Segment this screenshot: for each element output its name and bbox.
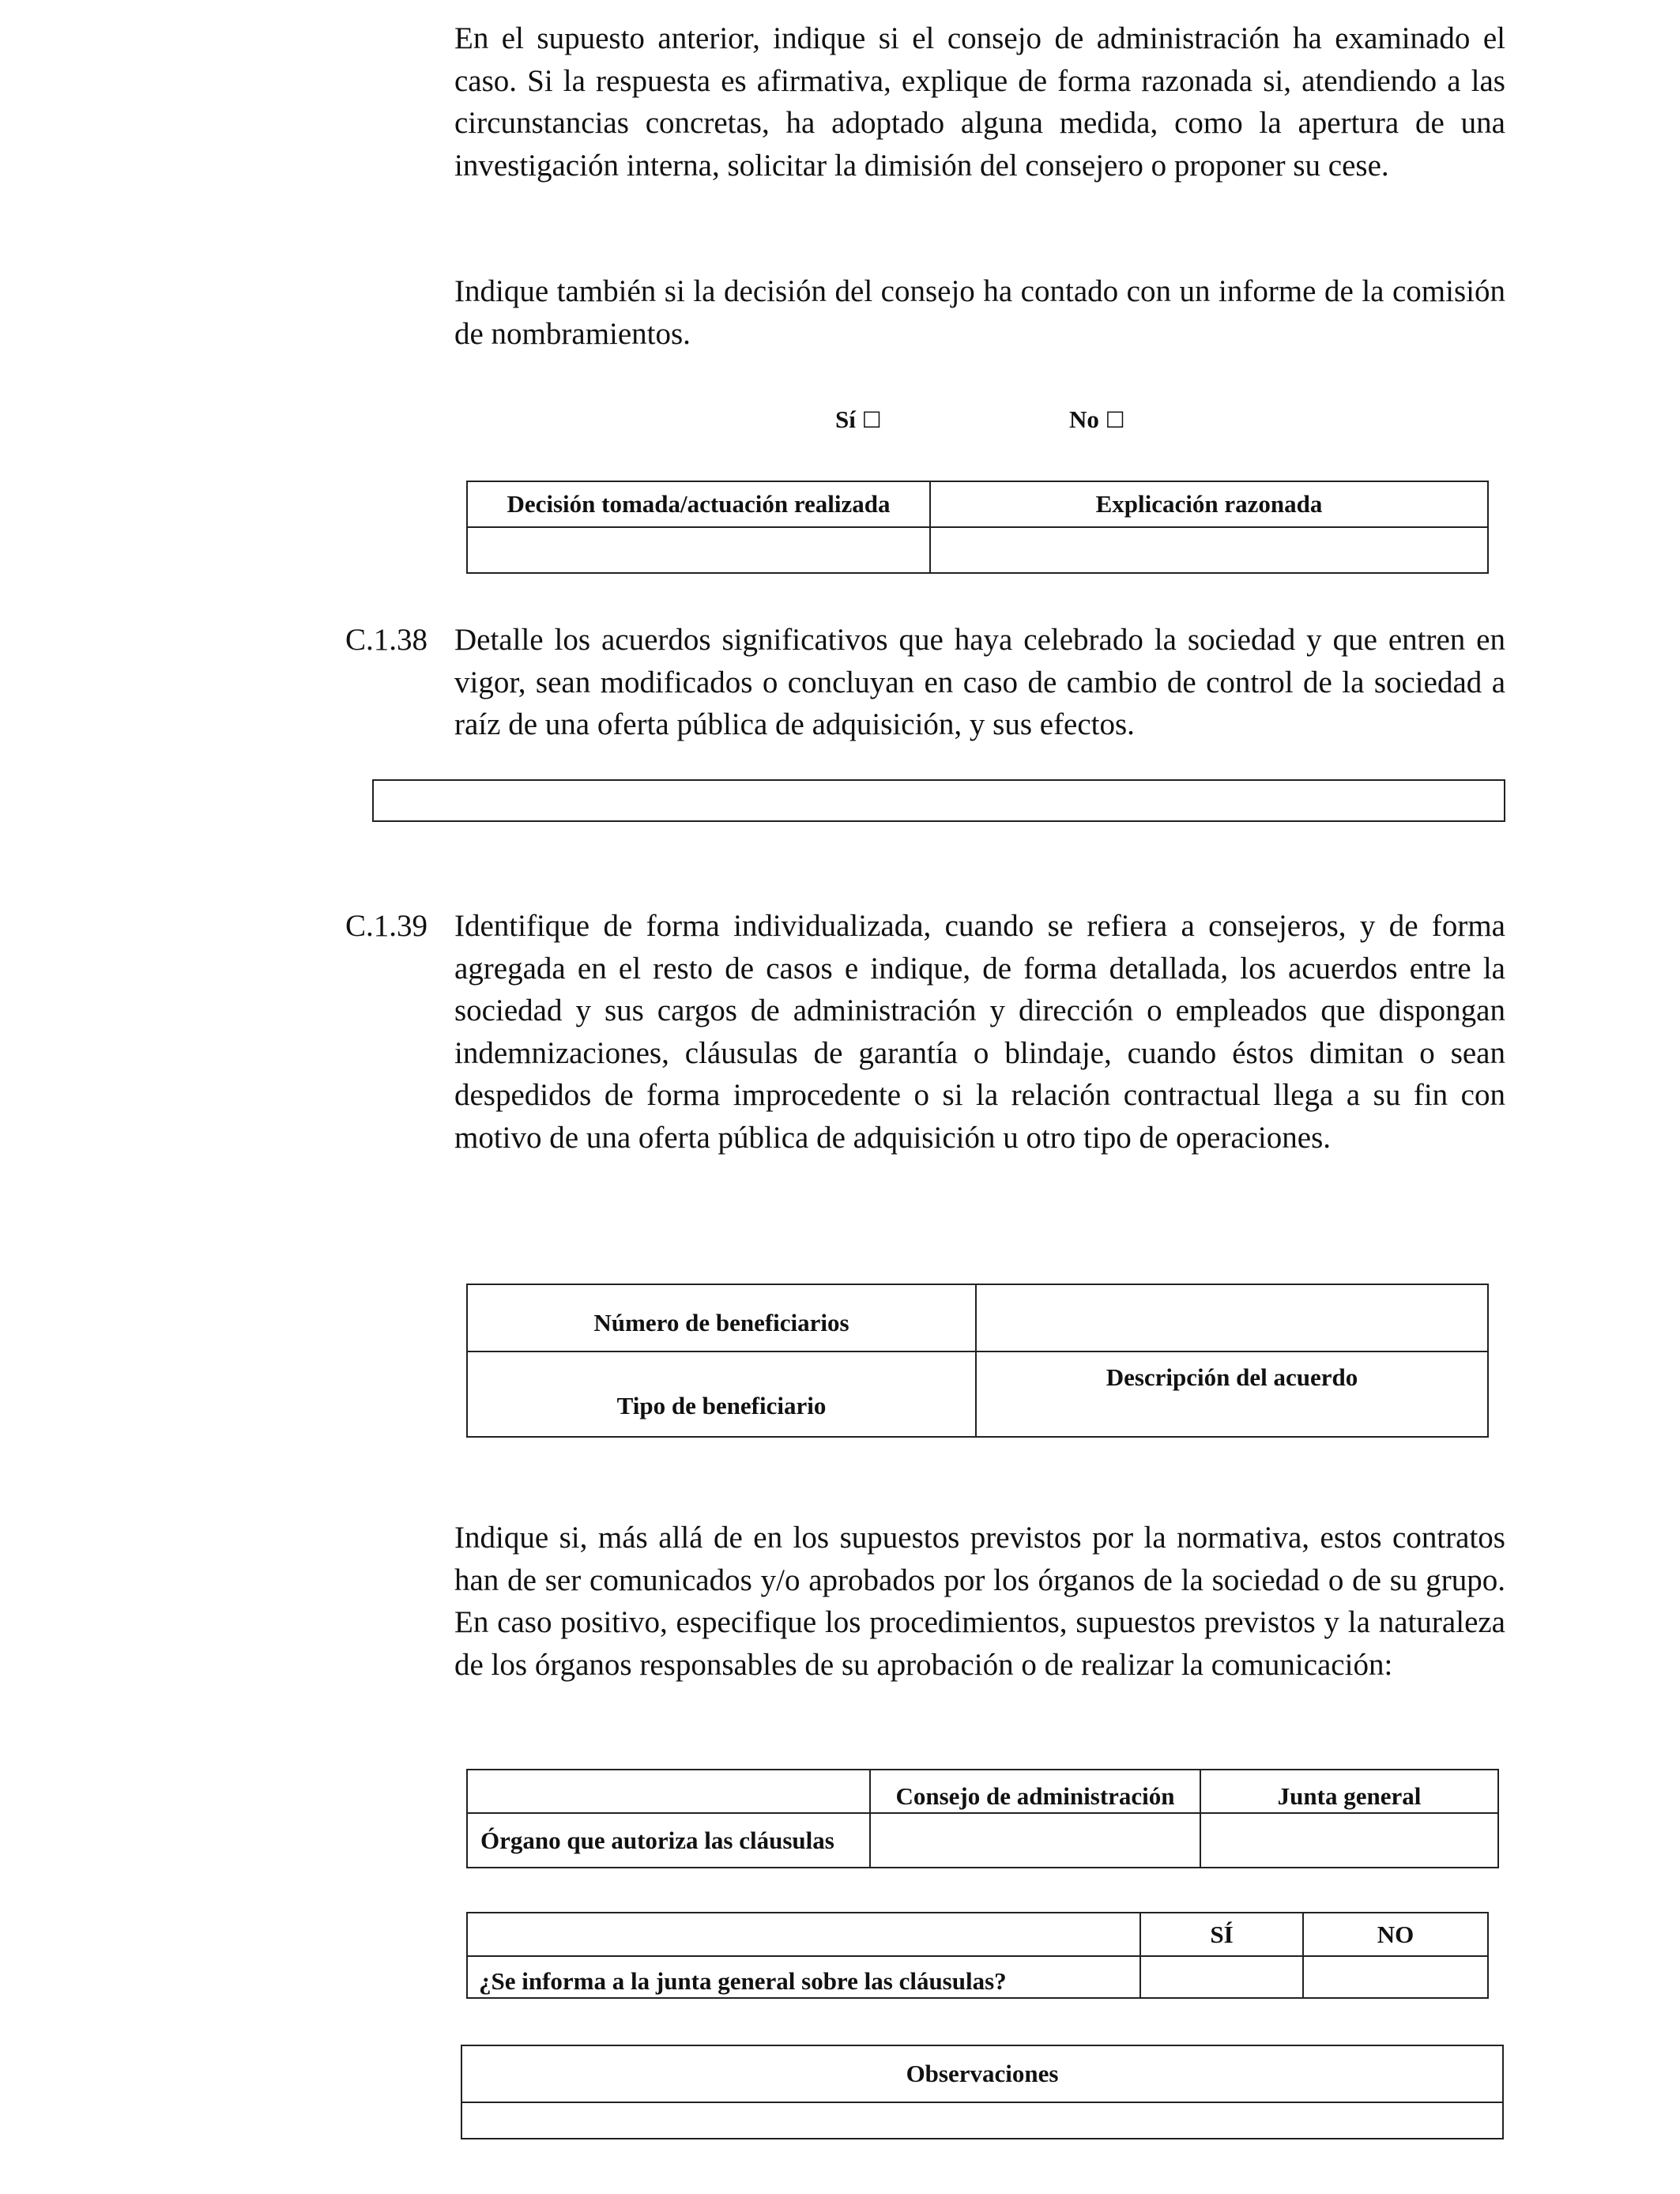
checkbox-icon[interactable]: ☐: [1105, 409, 1125, 433]
observations-table: [461, 2045, 1504, 2139]
inform-meeting-label: ¿Se informa a la junta general sobre las cláusulas?: [467, 1956, 1140, 1998]
paragraph-appointments-report: Indique también si la decisión del consejo ha contado con un informe de la comisión de nombramientos.: [454, 274, 1505, 351]
explanation-header: Explicación razonada: [930, 481, 1488, 527]
decision-header: Decisión tomada/actuación realizada: [467, 481, 930, 527]
question-text-c138: Detalle los acuerdos significativos que haya celebrado la sociedad y que entren en vigor, sean modificados o concluyan en caso de cambio de control de la sociedad a raíz de una oferta pública de adquisición, y sus efectos.: [454, 623, 1505, 741]
authorizing-organ-table: [466, 1769, 1499, 1868]
no-option[interactable]: [1069, 405, 1125, 434]
inform-meeting-table: [466, 1912, 1489, 1999]
agreement-description-label: Descripción del acuerdo: [976, 1351, 1488, 1437]
inform-table-empty-header: [467, 1913, 1140, 1956]
beneficiaries-table: [466, 1284, 1489, 1438]
authorizing-organ-label: Órgano que autoriza las cláusulas: [467, 1813, 870, 1868]
question-number-c139: C.1.39: [345, 909, 428, 943]
explanation-cell[interactable]: [930, 527, 1488, 573]
checkbox-icon[interactable]: ☐: [861, 409, 882, 433]
yes-cell[interactable]: [1140, 1956, 1303, 1998]
board-column-header: Consejo de administración: [870, 1770, 1200, 1813]
question-text-c139: Identifique de forma individualizada, cuando se refiera a consejeros, y de forma agregada en el resto de casos e indique, de forma detallada, los acuerdos entre la sociedad y sus cargos de administración y dirección o empleados que dispongan indemnizaciones, cláusulas de garantía o blindaje, cuando éstos dimitan o sean despedidos de forma improcedente o si la relación contractual llega a su fin con motivo de una oferta pública de adquisición u otro tipo de operaciones.: [454, 909, 1505, 1155]
yes-option[interactable]: [835, 405, 882, 434]
general-meeting-cell[interactable]: [1200, 1813, 1498, 1868]
yes-label: Sí: [835, 405, 856, 433]
beneficiary-type-label: Tipo de beneficiario: [467, 1351, 976, 1437]
yes-column-header: SÍ: [1140, 1913, 1303, 1956]
question-number-c138: C.1.38: [345, 623, 428, 657]
paragraph-board-examination: En el supuesto anterior, indique si el consejo de administración ha examinado el caso. Si la respuesta es afirmativa, explique de forma razonada si, atendiendo a las circunstancias concretas, ha adoptado alguna medida, como la apertura de una investigación interna, solicitar la dimisión del consejero o proponer su cese.: [454, 21, 1505, 183]
c138-answer-box[interactable]: [372, 779, 1505, 822]
observations-header: Observaciones: [461, 2045, 1503, 2102]
decision-cell[interactable]: [467, 527, 930, 573]
paragraph-contracts-approval: Indique si, más allá de en los supuestos previstos por la normativa, estos contratos han de ser comunicados y/o aprobados por los órganos de la sociedad o de su grupo. En caso positivo, especifique los procedimientos, supuestos previstos y la naturaleza de los órganos responsables de su aprobación o de realizar la comunicación:: [454, 1521, 1505, 1682]
no-label: No: [1069, 405, 1099, 433]
organ-table-empty-header: [467, 1770, 870, 1813]
beneficiaries-count-label: Número de beneficiarios: [467, 1284, 976, 1351]
beneficiaries-count-cell[interactable]: [976, 1284, 1488, 1351]
decision-table: [466, 481, 1489, 574]
no-column-header: NO: [1303, 1913, 1488, 1956]
general-meeting-column-header: Junta general: [1200, 1770, 1498, 1813]
observations-cell[interactable]: [461, 2102, 1503, 2139]
no-cell[interactable]: [1303, 1956, 1488, 1998]
board-cell[interactable]: [870, 1813, 1200, 1868]
